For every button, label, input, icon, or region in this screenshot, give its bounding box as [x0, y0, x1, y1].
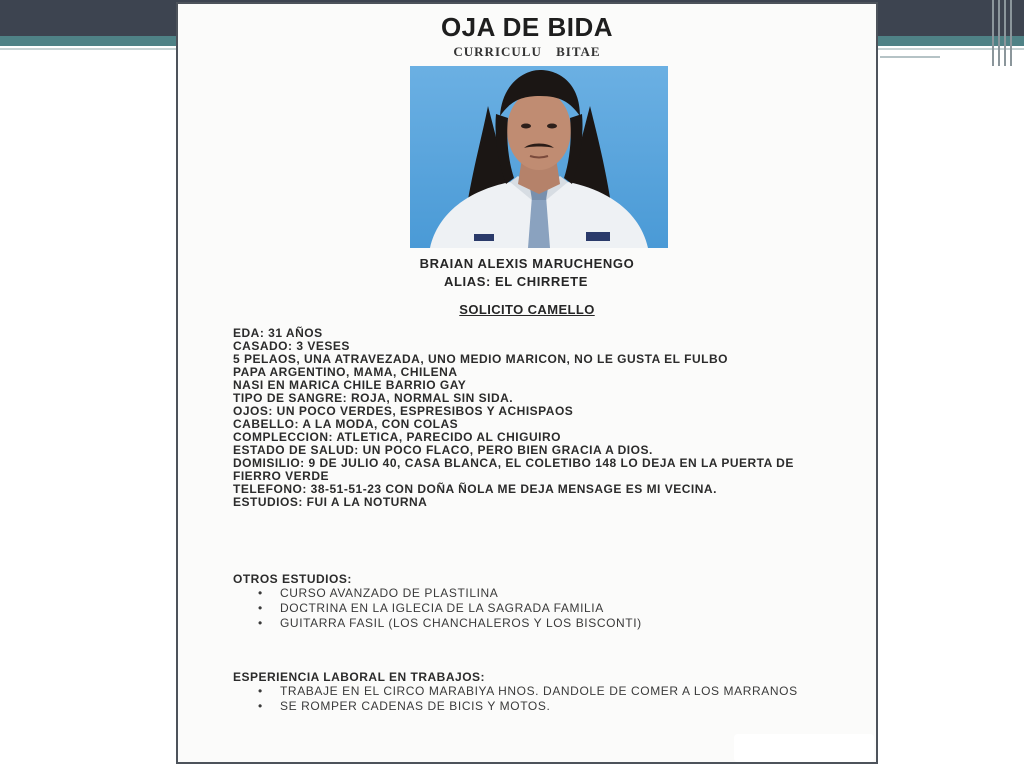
alias-line	[444, 274, 588, 289]
work-experience-text: SE ROMPER CADENAS DE BICIS Y MOTOS.	[280, 699, 551, 713]
slide-right-decoration	[880, 56, 940, 58]
document-title: OJA DE BIDA	[440, 12, 614, 42]
bullet-icon: •	[258, 616, 263, 630]
list-item	[258, 586, 838, 601]
list-item	[258, 684, 838, 699]
detail-phone: TELEFONO: 38-51-51-23 CON DOÑA ÑOLA ME DEJA MENSAGE ES MI VECINA.	[233, 482, 717, 496]
personal-details-list	[233, 327, 813, 509]
work-experience-list	[258, 684, 838, 714]
job-request-text: SOLICITO CAMELLO	[459, 302, 595, 317]
other-study-text: CURSO AVANZADO DE PLASTILINA	[280, 586, 499, 600]
portrait-photo	[410, 66, 668, 248]
other-studies-list	[258, 586, 838, 631]
bullet-icon: •	[258, 699, 263, 713]
detail-health: ESTADO DE SALUD: UN POCO FLACO, PERO BIEN GRACIA A DIOS.	[233, 443, 653, 457]
smudge-overlay	[734, 734, 874, 762]
portrait-illustration	[410, 66, 668, 248]
detail-address: DOMISILIO: 9 DE JULIO 40, CASA BLANCA, EL COLETIBO 148 LO DEJA EN LA PUERTA DE FIERRO VERDE	[233, 456, 794, 483]
other-study-text: GUITARRA FASIL (LOS CHANCHALEROS Y LOS BISCONTI)	[280, 616, 642, 630]
list-item	[258, 616, 838, 631]
work-experience-text: TRABAJE EN EL CIRCO MARABIYA HNOS. DANDOLE DE COMER A LOS MARRANOS	[280, 684, 798, 698]
list-item	[258, 699, 838, 714]
detail-build: COMPLECCION: ATLETICA, PARECIDO AL CHIGUIRO	[233, 430, 561, 444]
resume-document	[176, 2, 878, 764]
alias-label: ALIAS:	[444, 274, 491, 289]
detail-parents: PAPA ARGENTINO, MAMA, CHILENA	[233, 365, 458, 379]
bullet-icon: •	[258, 684, 263, 698]
document-subtitle: CURRICULU BITAE	[453, 44, 601, 59]
bullet-icon: •	[258, 601, 263, 615]
detail-age: EDA: 31 AÑOS	[233, 326, 323, 340]
job-request-heading	[178, 302, 876, 317]
detail-blood-type: TIPO DE SANGRE: ROJA, NORMAL SIN SIDA.	[233, 391, 514, 405]
detail-hair: CABELLO: A LA MODA, CON COLAS	[233, 417, 459, 431]
detail-birthplace: NASI EN MARICA CHILE BARRIO GAY	[233, 378, 467, 392]
slide-corner-bars	[992, 0, 1016, 66]
detail-marital-status: CASADO: 3 VESES	[233, 339, 350, 353]
detail-studies: ESTUDIOS: FUI A LA NOTURNA	[233, 495, 428, 509]
list-item	[258, 601, 838, 616]
alias-value: EL CHIRRETE	[494, 274, 588, 289]
applicant-name: BRAIAN ALEXIS MARUCHENGO	[419, 256, 635, 271]
work-experience-heading: ESPERIENCIA LABORAL EN TRABAJOS:	[233, 670, 486, 684]
bullet-icon: •	[258, 586, 263, 600]
detail-children: 5 PELAOS, UNA ATRAVEZADA, UNO MEDIO MARICON, NO LE GUSTA EL FULBO	[233, 352, 728, 366]
detail-eyes: OJOS: UN POCO VERDES, ESPRESIBOS Y ACHISPAOS	[233, 404, 574, 418]
other-studies-heading: OTROS ESTUDIOS:	[233, 572, 352, 586]
other-study-text: DOCTRINA EN LA IGLECIA DE LA SAGRADA FAMILIA	[280, 601, 604, 615]
